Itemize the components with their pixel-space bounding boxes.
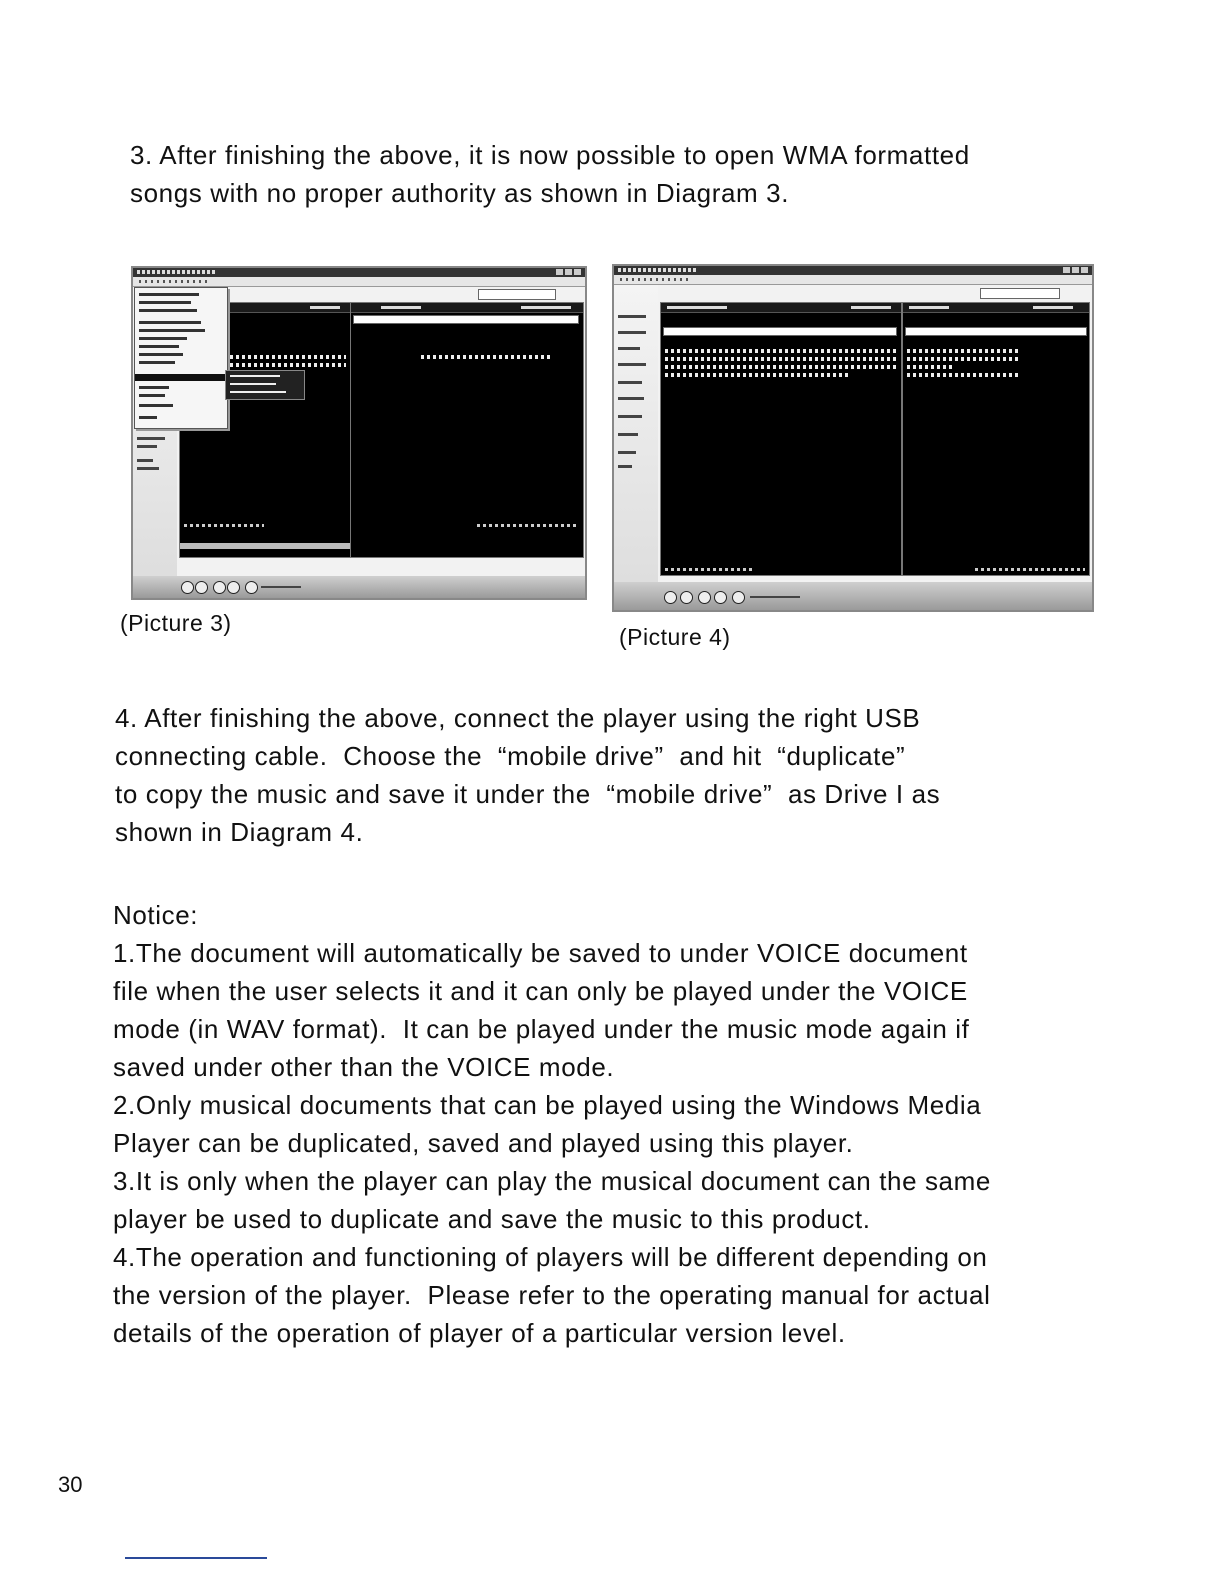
submenu [225,370,305,400]
step-4-line: 4. After finishing the above, connect the player using the right USB [115,703,921,733]
notice-line: the version of the player. Please refer to the operating manual for actual [113,1280,991,1310]
step-3-paragraph [130,136,970,212]
notice-line: 4.The operation and functioning of players will be different depending on [113,1242,988,1272]
notice-line: saved under other than the VOICE mode. [113,1052,615,1082]
picture-4-caption: (Picture 4) [619,624,731,650]
file-menu-open [134,287,228,429]
playlist-pane [350,302,584,558]
picture-4-screenshot [612,264,1094,612]
menu-bar [133,277,585,287]
device-track-list [902,302,1090,576]
step-3-line: songs with no proper authority as shown in Diagram 3. [130,178,790,208]
notice-line: 1.The document will automatically be saved to under VOICE document [113,938,968,968]
step-4-paragraph [115,699,940,851]
step-4-line: connecting cable. Choose the “mobile drive” and hit “duplicate” [115,741,906,771]
footer-rule [125,1557,267,1559]
notice-line: player be used to duplicate and save the music to this product. [113,1204,871,1234]
notice-line: 2.Only musical documents that can be played using the Windows Media [113,1090,982,1120]
notice-line: mode (in WAV format). It can be played under the music mode again if [113,1014,970,1044]
playback-controls [133,576,585,598]
notice-line: Player can be duplicated, saved and played using this player. [113,1128,854,1158]
picture-3-caption: (Picture 3) [120,610,232,636]
window-titlebar [133,268,585,277]
notice-line: details of the operation of player of a particular version level. [113,1318,846,1348]
source-track-list [660,302,902,576]
notice-section [113,896,991,1352]
address-dropdown [980,288,1060,299]
task-sidebar [614,285,658,610]
picture-3-screenshot [131,266,587,600]
window-titlebar [614,266,1092,275]
playback-controls [614,582,1092,610]
address-dropdown [478,289,556,300]
page-number: 30 [58,1472,83,1497]
menu-bar [614,275,1092,285]
notice-line: file when the user selects it and it can only be played under the VOICE [113,976,968,1006]
step-4-line: shown in Diagram 4. [115,817,364,847]
step-4-line: to copy the music and save it under the “mobile drive” as Drive I as [115,779,941,809]
step-3-line: 3. After finishing the above, it is now possible to open WMA formatted [130,140,970,170]
notice-line: 3.It is only when the player can play the musical document can the same [113,1166,991,1196]
notice-heading: Notice: [113,900,199,930]
